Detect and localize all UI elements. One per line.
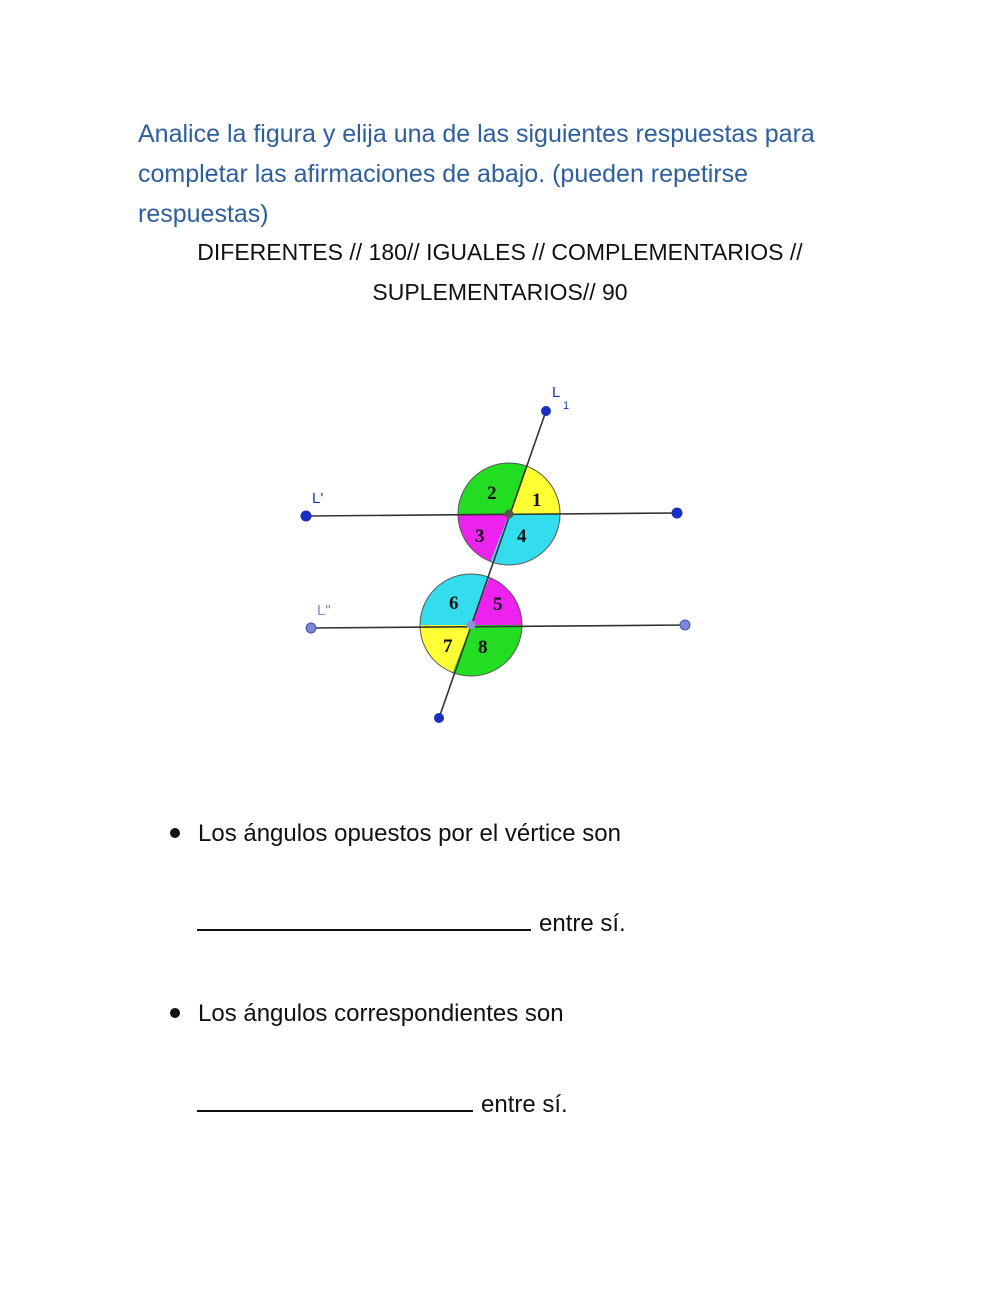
question-1-blank[interactable]: [197, 907, 531, 931]
angle-label-8: 8: [478, 637, 488, 658]
angle-label-1: 1: [532, 490, 542, 511]
angle-label-4: 4: [517, 526, 527, 547]
point-lower-left: [306, 623, 316, 633]
angle-label-5: 5: [493, 594, 503, 615]
label-l1: L: [552, 384, 561, 401]
label-upper-line: L': [312, 490, 324, 507]
question-1-text: Los ángulos opuestos por el vértice son: [198, 820, 621, 847]
answer-options-line-2: SUPLEMENTARIOS// 90: [372, 279, 628, 305]
instructions-text: Analice la figura y elija una de las siguientes respuestas para completar las afirmaciones de abajo. (pueden repetirse respuestas): [138, 120, 815, 228]
question-2-answer-line: [197, 1088, 568, 1122]
answer-options-line-1: DIFERENTES // 180// IGUALES // COMPLEMENTARIOS //: [197, 239, 803, 265]
label-lower-line: L": [317, 602, 331, 619]
angle-label-7: 7: [443, 636, 453, 657]
angle-label-2: 2: [487, 483, 497, 504]
point-lower-right: [680, 620, 690, 630]
point-l1-bottom: [434, 713, 444, 723]
geometry-figure: [0, 370, 1000, 740]
bullet-dot: [170, 828, 180, 838]
intersection-upper: [505, 510, 514, 519]
question-2: [170, 997, 564, 1031]
answer-options: [100, 232, 900, 312]
angle-label-6: 6: [449, 593, 459, 614]
point-l1-top: [541, 406, 551, 416]
point-upper-right: [672, 508, 683, 519]
bullet-dot: [170, 1008, 180, 1018]
point-upper-left: [301, 511, 312, 522]
angle-label-3: 3: [475, 526, 485, 547]
question-1-suffix: entre sí.: [539, 910, 626, 937]
question-2-blank[interactable]: [197, 1088, 473, 1112]
transversal-line: [439, 411, 546, 718]
intersection-lower: [467, 621, 476, 630]
question-1-answer-line: [197, 907, 626, 941]
question-2-text: Los ángulos correspondientes son: [198, 1000, 564, 1027]
label-l1-subscript: 1: [563, 400, 570, 412]
question-1: [170, 817, 621, 851]
question-2-suffix: entre sí.: [481, 1091, 568, 1118]
